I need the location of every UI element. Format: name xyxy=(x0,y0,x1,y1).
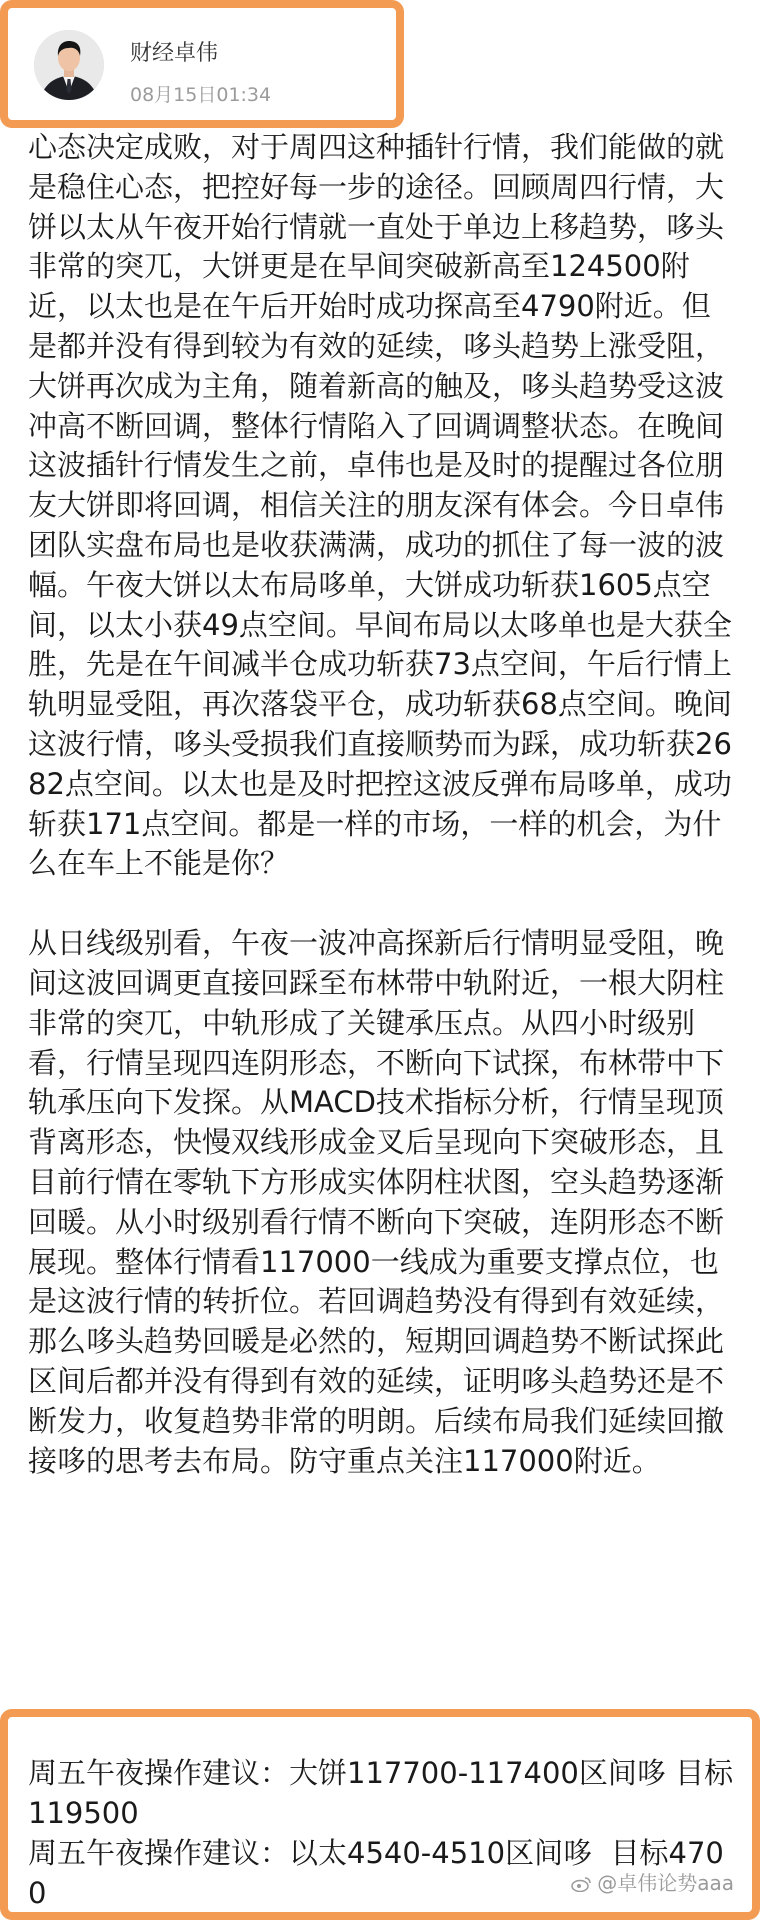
person-avatar-icon xyxy=(34,30,104,100)
post-time: 08月15日01:34 xyxy=(130,84,272,106)
article-body xyxy=(28,128,736,1481)
article-paragraph-2: 从日线级别看，午夜一波冲高探新后行情明显受阻，晚间这波回调更直接回踩至布林带中轨附近，一根大阴柱非常的突兀，中轨形成了关键承压点。从四小时级别看，行情呈现四连阴形态，不断向下试探，布林带中下轨承压向下发探。从MACD技术指标分析，行情呈现顶背离形态，快慢双线形成金叉后呈现向下突破形态，且目前行情在零轨下方形成实体阴柱状图，空头趋势逐渐回暖。从小时级别看行情不断向下突破，连阴形态不断展现。整体行情看117000一线成为重要支撑点位，也是这波行情的转折位。若回调趋势没有得到有效延续，那么哆头趋势回暖是必然的，短期回调趋势不断试探此区间后都并没有得到有效的延续，证明哆头趋势还是不断发力，收复趋势非常的明朗。后续布局我们延续回撤接哆的思考去布局。防守重点关注117000附近。 xyxy=(28,926,725,1478)
watermark-text: @卓伟论势aaa xyxy=(597,1871,734,1895)
author-header xyxy=(0,0,404,128)
watermark xyxy=(571,1867,734,1896)
weibo-logo-icon xyxy=(571,1871,597,1895)
avatar[interactable] xyxy=(34,30,104,100)
author-name[interactable]: 财经卓伟 xyxy=(130,41,219,66)
suggestion-btc: 周五午夜操作建议：大饼117700-117400区间哆 目标119500 xyxy=(28,1756,734,1830)
suggestion-eth: 周五午夜操作建议：以太4540-4510区间哆 目标4700 xyxy=(28,1836,724,1910)
article-paragraph-1: 心态决定成败，对于周四这种插针行情，我们能做的就是稳住心态，把控好每一步的途径。回顾周四行情，大饼以太从午夜开始行情就一直处于单边上移趋势，哆头非常的突兀，大饼更是在早间突破新高至124500附近，以太也是在午后开始时成功探高至4790附近。但是都并没有得到较为有效的延续，哆头趋势上涨受阻，大饼再次成为主角，随着新高的触及，哆头趋势受这波冲高不断回调，整体行情陷入了回调调整状态。在晚间这波插针行情发生之前，卓伟也是及时的提醒过各位朋友大饼即将回调，相信关注的朋友深有体会。今日卓伟团队实盘布局也是收获满满，成功的抓住了每一波的波幅。午夜大饼以太布局哆单，大饼成功斩获1605点空间，以太小获49点空间。早间布局以太哆单也是大获全胜，先是在午间减半仓成功斩获73点空间，午后行情上轨明显受阻，再次落袋平仓，成功斩获68点空间。晚间这波行情，哆头受损我们直接顺势而为踩，成功斩获2682点空间。以太也是及时把控这波反弹布局哆单，成功斩获171点空间。都是一样的市场，一样的机会，为什么在车上不能是你？ xyxy=(28,130,732,881)
trade-suggestions-box xyxy=(0,1709,760,1920)
